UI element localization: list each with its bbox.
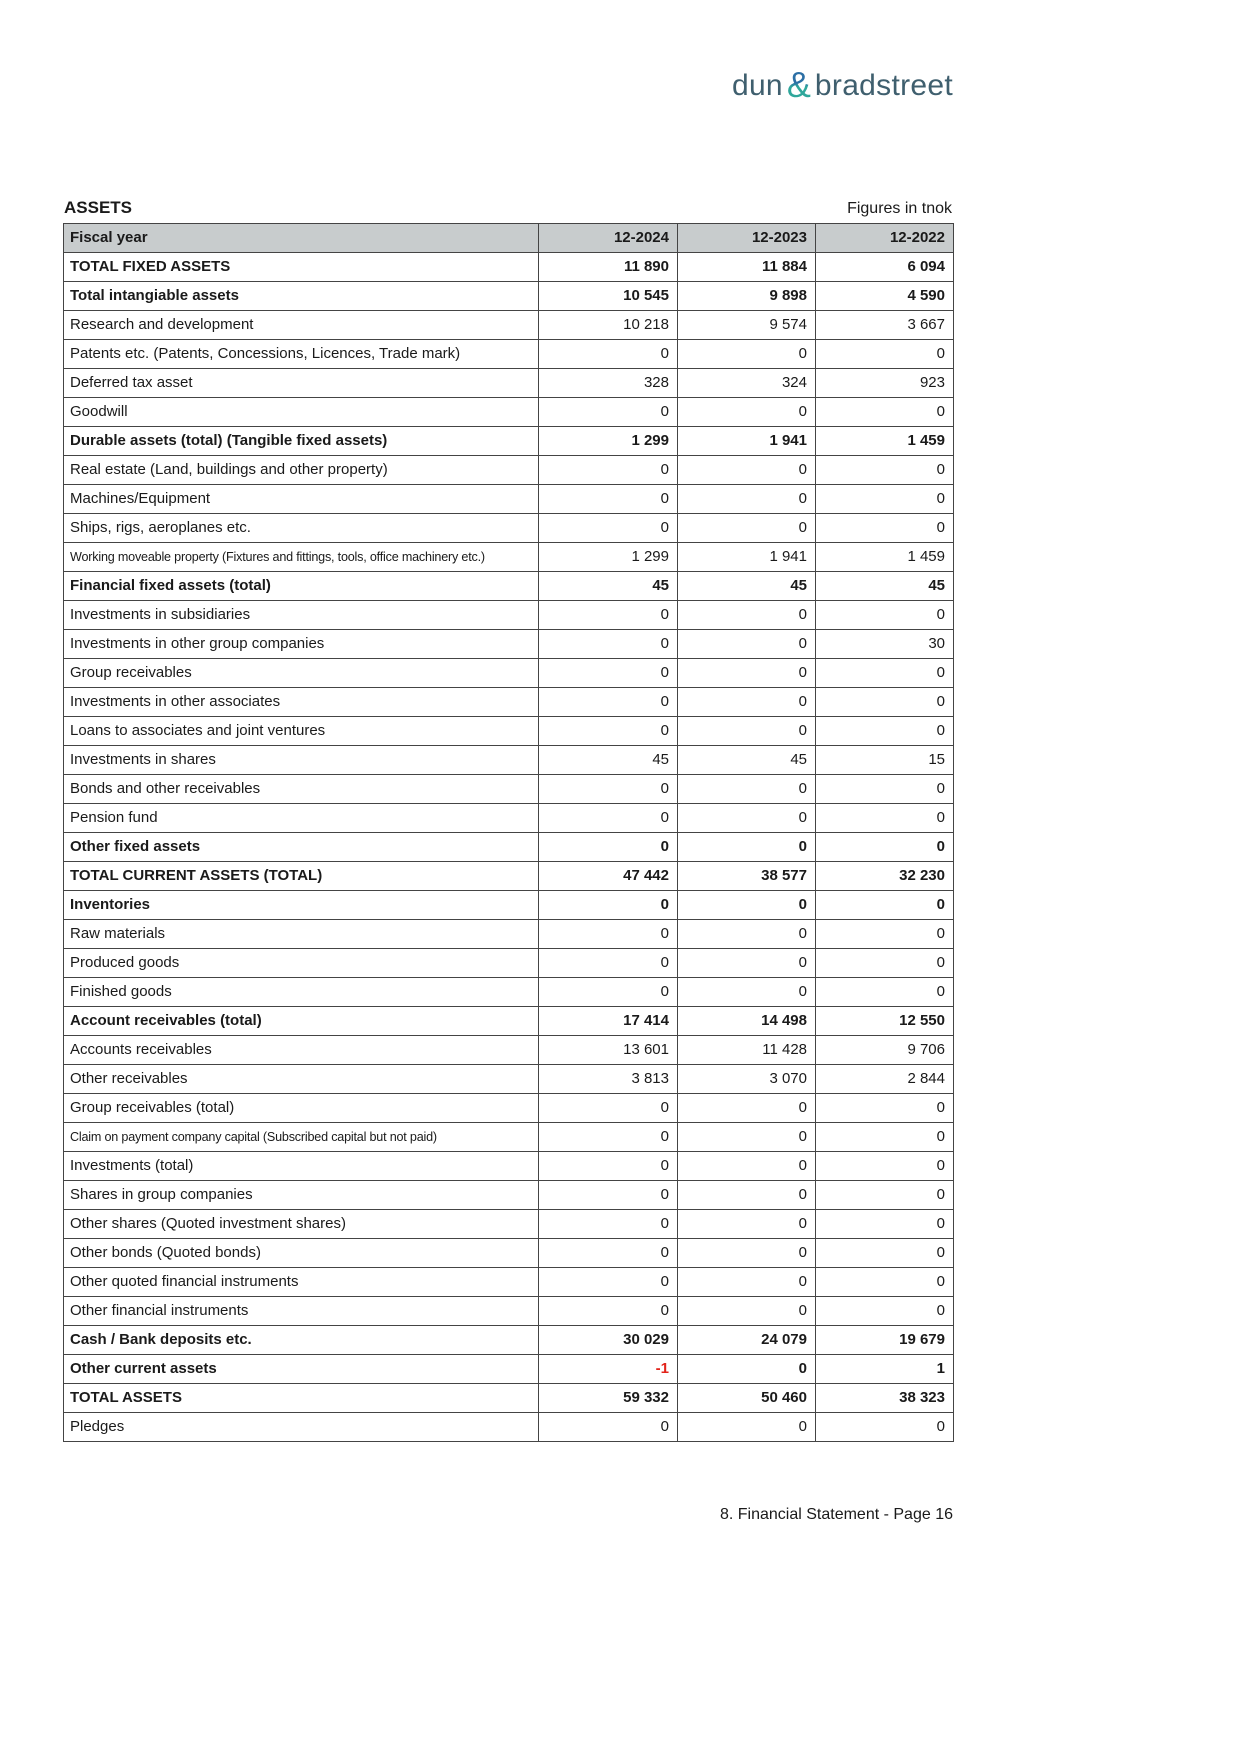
cell-value: 0 bbox=[816, 1181, 954, 1210]
table-header-row bbox=[64, 224, 954, 253]
cell-value: 0 bbox=[678, 978, 816, 1007]
cell-value: 0 bbox=[816, 1413, 954, 1442]
cell-value: 0 bbox=[816, 688, 954, 717]
table-row bbox=[64, 1239, 954, 1268]
cell-value: 0 bbox=[539, 1181, 678, 1210]
cell-value: 0 bbox=[678, 1297, 816, 1326]
row-label: Produced goods bbox=[64, 949, 539, 978]
row-label: Shares in group companies bbox=[64, 1181, 539, 1210]
table-row bbox=[64, 485, 954, 514]
row-label: Other financial instruments bbox=[64, 1297, 539, 1326]
cell-value: 38 323 bbox=[816, 1384, 954, 1413]
cell-value: 0 bbox=[539, 514, 678, 543]
cell-value: 0 bbox=[539, 688, 678, 717]
row-label: Other fixed assets bbox=[64, 833, 539, 862]
cell-value: 0 bbox=[539, 456, 678, 485]
cell-value: 32 230 bbox=[816, 862, 954, 891]
table-row bbox=[64, 369, 954, 398]
table-row bbox=[64, 1297, 954, 1326]
column-header-12-2024: 12-2024 bbox=[539, 224, 678, 253]
cell-value: 0 bbox=[816, 804, 954, 833]
cell-value: 59 332 bbox=[539, 1384, 678, 1413]
table-row bbox=[64, 717, 954, 746]
cell-value: 0 bbox=[678, 659, 816, 688]
cell-value: 11 890 bbox=[539, 253, 678, 282]
row-label: Investments in other associates bbox=[64, 688, 539, 717]
cell-value: 0 bbox=[539, 1210, 678, 1239]
page-title: ASSETS bbox=[64, 198, 133, 217]
table-row bbox=[64, 1268, 954, 1297]
row-label: Inventories bbox=[64, 891, 539, 920]
cell-value: 0 bbox=[539, 1152, 678, 1181]
cell-value: 0 bbox=[678, 1413, 816, 1442]
table-row bbox=[64, 572, 954, 601]
table-row bbox=[64, 1152, 954, 1181]
row-label: Raw materials bbox=[64, 920, 539, 949]
row-label: Pledges bbox=[64, 1413, 539, 1442]
table-row bbox=[64, 630, 954, 659]
cell-value: 0 bbox=[816, 978, 954, 1007]
cell-value: 0 bbox=[678, 717, 816, 746]
cell-value: 0 bbox=[816, 717, 954, 746]
cell-value: 0 bbox=[678, 630, 816, 659]
table-row bbox=[64, 601, 954, 630]
row-label: Goodwill bbox=[64, 398, 539, 427]
cell-value: 2 844 bbox=[816, 1065, 954, 1094]
cell-value: 1 941 bbox=[678, 427, 816, 456]
cell-value: 0 bbox=[678, 485, 816, 514]
row-label: Account receivables (total) bbox=[64, 1007, 539, 1036]
cell-value: 0 bbox=[816, 833, 954, 862]
cell-value: 0 bbox=[539, 1239, 678, 1268]
cell-value: 1 459 bbox=[816, 543, 954, 572]
svg-text:&: & bbox=[786, 66, 812, 105]
cell-value: 1 299 bbox=[539, 427, 678, 456]
row-label: Investments in shares bbox=[64, 746, 539, 775]
row-label: Real estate (Land, buildings and other property) bbox=[64, 456, 539, 485]
dun-bradstreet-logo bbox=[732, 66, 953, 106]
cell-value: 38 577 bbox=[678, 862, 816, 891]
cell-value: 0 bbox=[816, 891, 954, 920]
cell-value: 0 bbox=[816, 775, 954, 804]
column-header-fiscal-year: Fiscal year bbox=[64, 224, 539, 253]
table-row bbox=[64, 253, 954, 282]
row-label: Cash / Bank deposits etc. bbox=[64, 1326, 539, 1355]
cell-value: 6 094 bbox=[816, 253, 954, 282]
cell-value: 328 bbox=[539, 369, 678, 398]
cell-value: 13 601 bbox=[539, 1036, 678, 1065]
cell-value: 0 bbox=[816, 601, 954, 630]
cell-value: 0 bbox=[539, 949, 678, 978]
cell-value: 0 bbox=[678, 1152, 816, 1181]
cell-value: 1 459 bbox=[816, 427, 954, 456]
cell-value: 45 bbox=[678, 746, 816, 775]
cell-value: 1 941 bbox=[678, 543, 816, 572]
row-label: Investments in other group companies bbox=[64, 630, 539, 659]
cell-value: 0 bbox=[678, 601, 816, 630]
table-row bbox=[64, 427, 954, 456]
cell-value: 12 550 bbox=[816, 1007, 954, 1036]
cell-value: 0 bbox=[816, 1123, 954, 1152]
row-label: TOTAL FIXED ASSETS bbox=[64, 253, 539, 282]
cell-value: 11 428 bbox=[678, 1036, 816, 1065]
table-row bbox=[64, 1036, 954, 1065]
cell-value: 0 bbox=[816, 1210, 954, 1239]
row-label: Other bonds (Quoted bonds) bbox=[64, 1239, 539, 1268]
row-label: Claim on payment company capital (Subscribed capital but not paid) bbox=[64, 1123, 539, 1152]
cell-value: 11 884 bbox=[678, 253, 816, 282]
cell-value: 14 498 bbox=[678, 1007, 816, 1036]
table-row bbox=[64, 1413, 954, 1442]
table-row bbox=[64, 1181, 954, 1210]
assets-table-body bbox=[64, 253, 954, 1442]
row-label: Bonds and other receivables bbox=[64, 775, 539, 804]
table-row bbox=[64, 514, 954, 543]
table-row bbox=[64, 891, 954, 920]
cell-value: 0 bbox=[539, 340, 678, 369]
cell-value: 0 bbox=[816, 949, 954, 978]
row-label: Working moveable property (Fixtures and fittings, tools, office machinery etc.) bbox=[64, 543, 539, 572]
cell-value: 0 bbox=[816, 456, 954, 485]
cell-value: 0 bbox=[678, 920, 816, 949]
cell-value: 0 bbox=[816, 1152, 954, 1181]
cell-value: 0 bbox=[539, 717, 678, 746]
table-row bbox=[64, 456, 954, 485]
cell-value: 0 bbox=[539, 485, 678, 514]
unit-note: Figures in tnok bbox=[847, 200, 952, 217]
logo-text-bradstreet: bradstreet bbox=[814, 69, 953, 102]
cell-value: 19 679 bbox=[816, 1326, 954, 1355]
cell-value: 50 460 bbox=[678, 1384, 816, 1413]
ampersand-icon bbox=[784, 66, 814, 106]
page-footer: 8. Financial Statement - Page 16 bbox=[719, 1506, 953, 1523]
cell-value: 0 bbox=[816, 920, 954, 949]
column-header-12-2023: 12-2023 bbox=[678, 224, 816, 253]
cell-value: 0 bbox=[539, 1268, 678, 1297]
table-row bbox=[64, 746, 954, 775]
cell-value: 45 bbox=[539, 746, 678, 775]
table-row bbox=[64, 688, 954, 717]
cell-value: 0 bbox=[678, 340, 816, 369]
cell-value: 15 bbox=[816, 746, 954, 775]
table-row bbox=[64, 862, 954, 891]
row-label: Research and development bbox=[64, 311, 539, 340]
table-row bbox=[64, 282, 954, 311]
cell-value: 0 bbox=[678, 1210, 816, 1239]
cell-value: 0 bbox=[816, 398, 954, 427]
table-row bbox=[64, 978, 954, 1007]
table-row bbox=[64, 1007, 954, 1036]
row-label: Investments in subsidiaries bbox=[64, 601, 539, 630]
assets-table bbox=[63, 223, 954, 1442]
cell-value: 0 bbox=[539, 1413, 678, 1442]
row-label: Finished goods bbox=[64, 978, 539, 1007]
cell-value: 0 bbox=[816, 485, 954, 514]
row-label: Financial fixed assets (total) bbox=[64, 572, 539, 601]
cell-value: 0 bbox=[816, 1094, 954, 1123]
statement-content bbox=[63, 198, 953, 1442]
cell-value: 0 bbox=[539, 891, 678, 920]
cell-value: 0 bbox=[539, 775, 678, 804]
cell-value: 0 bbox=[678, 833, 816, 862]
cell-value: 0 bbox=[678, 775, 816, 804]
cell-value: 45 bbox=[678, 572, 816, 601]
cell-value: 0 bbox=[539, 630, 678, 659]
cell-value: 0 bbox=[539, 833, 678, 862]
cell-value: 10 218 bbox=[539, 311, 678, 340]
cell-value: 0 bbox=[539, 1297, 678, 1326]
table-row bbox=[64, 1065, 954, 1094]
table-row bbox=[64, 398, 954, 427]
table-row bbox=[64, 1094, 954, 1123]
assets-table-head bbox=[64, 224, 954, 253]
cell-value: 0 bbox=[678, 1094, 816, 1123]
cell-value: 45 bbox=[816, 572, 954, 601]
row-label: Investments (total) bbox=[64, 1152, 539, 1181]
cell-value: 30 029 bbox=[539, 1326, 678, 1355]
cell-value: 0 bbox=[678, 514, 816, 543]
cell-value: 4 590 bbox=[816, 282, 954, 311]
cell-value: 1 299 bbox=[539, 543, 678, 572]
table-row bbox=[64, 340, 954, 369]
row-label: Deferred tax asset bbox=[64, 369, 539, 398]
cell-value: 10 545 bbox=[539, 282, 678, 311]
cell-value: 324 bbox=[678, 369, 816, 398]
cell-value: 3 667 bbox=[816, 311, 954, 340]
cell-value: -1 bbox=[539, 1355, 678, 1384]
table-row bbox=[64, 804, 954, 833]
cell-value: 0 bbox=[816, 659, 954, 688]
cell-value: 0 bbox=[678, 1123, 816, 1152]
cell-value: 0 bbox=[539, 978, 678, 1007]
logo-text-dun: dun bbox=[731, 69, 783, 102]
row-label: Pension fund bbox=[64, 804, 539, 833]
row-label: TOTAL CURRENT ASSETS (TOTAL) bbox=[64, 862, 539, 891]
cell-value: 3 813 bbox=[539, 1065, 678, 1094]
cell-value: 9 706 bbox=[816, 1036, 954, 1065]
cell-value: 0 bbox=[678, 804, 816, 833]
row-label: Other receivables bbox=[64, 1065, 539, 1094]
row-label: TOTAL ASSETS bbox=[64, 1384, 539, 1413]
table-row bbox=[64, 1326, 954, 1355]
title-row bbox=[63, 198, 953, 218]
table-row bbox=[64, 543, 954, 572]
row-label: Patents etc. (Patents, Concessions, Licences, Trade mark) bbox=[64, 340, 539, 369]
row-label: Group receivables bbox=[64, 659, 539, 688]
row-label: Total intangiable assets bbox=[64, 282, 539, 311]
cell-value: 30 bbox=[816, 630, 954, 659]
cell-value: 0 bbox=[816, 1297, 954, 1326]
cell-value: 24 079 bbox=[678, 1326, 816, 1355]
column-header-12-2022: 12-2022 bbox=[816, 224, 954, 253]
cell-value: 0 bbox=[539, 1094, 678, 1123]
table-row bbox=[64, 1384, 954, 1413]
row-label: Ships, rigs, aeroplanes etc. bbox=[64, 514, 539, 543]
cell-value: 9 898 bbox=[678, 282, 816, 311]
row-label: Other shares (Quoted investment shares) bbox=[64, 1210, 539, 1239]
cell-value: 0 bbox=[678, 1268, 816, 1297]
row-label: Durable assets (total) (Tangible fixed assets) bbox=[64, 427, 539, 456]
cell-value: 1 bbox=[816, 1355, 954, 1384]
table-row bbox=[64, 920, 954, 949]
table-row bbox=[64, 311, 954, 340]
cell-value: 0 bbox=[816, 1268, 954, 1297]
cell-value: 9 574 bbox=[678, 311, 816, 340]
cell-value: 0 bbox=[678, 456, 816, 485]
table-row bbox=[64, 775, 954, 804]
cell-value: 0 bbox=[678, 1355, 816, 1384]
table-row bbox=[64, 1123, 954, 1152]
cell-value: 17 414 bbox=[539, 1007, 678, 1036]
table-row bbox=[64, 833, 954, 862]
cell-value: 3 070 bbox=[678, 1065, 816, 1094]
cell-value: 47 442 bbox=[539, 862, 678, 891]
cell-value: 0 bbox=[678, 688, 816, 717]
cell-value: 923 bbox=[816, 369, 954, 398]
row-label: Accounts receivables bbox=[64, 1036, 539, 1065]
table-row bbox=[64, 1355, 954, 1384]
cell-value: 0 bbox=[816, 340, 954, 369]
cell-value: 0 bbox=[678, 949, 816, 978]
cell-value: 0 bbox=[816, 1239, 954, 1268]
row-label: Other quoted financial instruments bbox=[64, 1268, 539, 1297]
cell-value: 0 bbox=[539, 804, 678, 833]
cell-value: 0 bbox=[539, 601, 678, 630]
row-label: Loans to associates and joint ventures bbox=[64, 717, 539, 746]
cell-value: 0 bbox=[816, 514, 954, 543]
cell-value: 0 bbox=[539, 920, 678, 949]
cell-value: 0 bbox=[678, 1239, 816, 1268]
cell-value: 0 bbox=[539, 398, 678, 427]
cell-value: 0 bbox=[678, 1181, 816, 1210]
row-label: Other current assets bbox=[64, 1355, 539, 1384]
row-label: Machines/Equipment bbox=[64, 485, 539, 514]
table-row bbox=[64, 659, 954, 688]
cell-value: 45 bbox=[539, 572, 678, 601]
cell-value: 0 bbox=[539, 1123, 678, 1152]
cell-value: 0 bbox=[678, 398, 816, 427]
row-label: Group receivables (total) bbox=[64, 1094, 539, 1123]
table-row bbox=[64, 949, 954, 978]
table-row bbox=[64, 1210, 954, 1239]
cell-value: 0 bbox=[678, 891, 816, 920]
cell-value: 0 bbox=[539, 659, 678, 688]
